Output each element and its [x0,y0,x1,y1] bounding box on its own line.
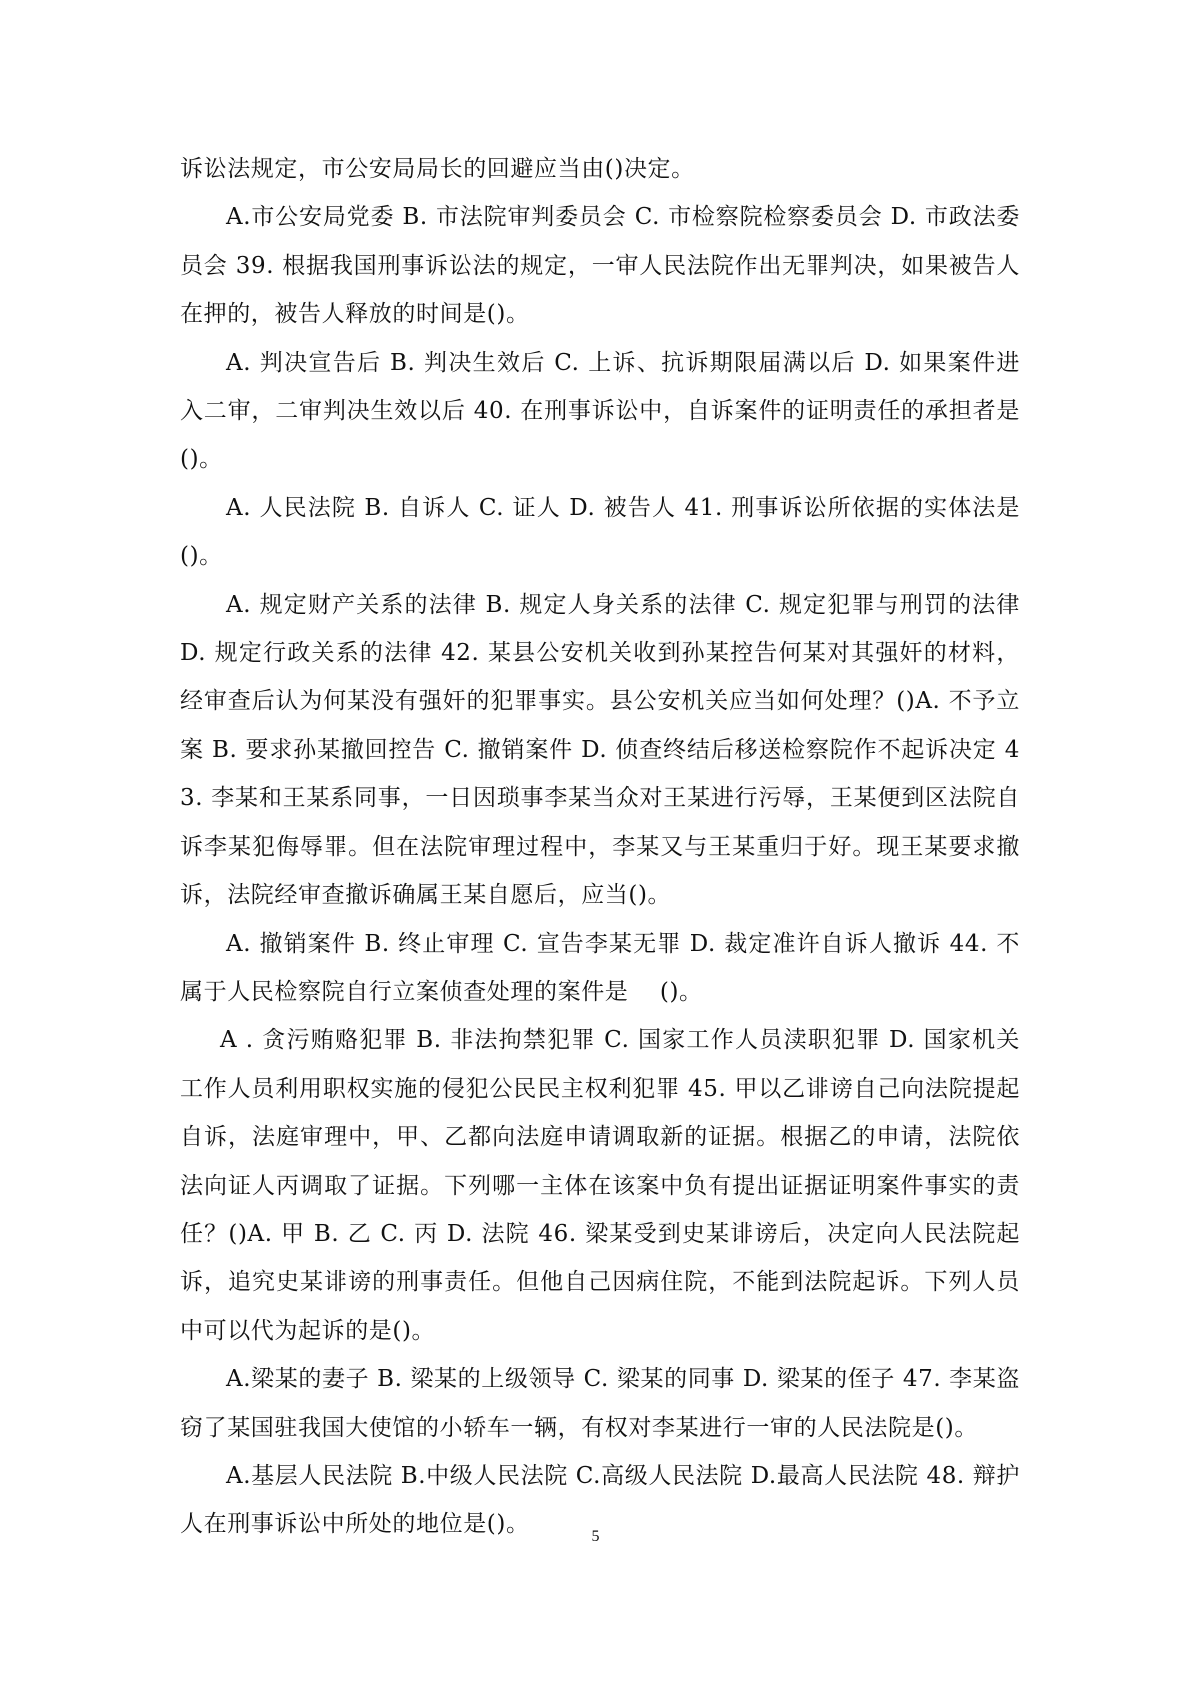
question-41-options: A. 规定财产关系的法律 B. 规定人身关系的法律 C. 规定犯罪与刑罚的法律 D. 规定行政关系的法律 42. 某县公安机关收到孙某控告何某对其强奸的材料，经审查后认为何某没有强奸的犯罪事实。县公安机关应当如何处理？()A. 不予立案 B. 要求孙某撤回控告 C. 撤销案件 D. 侦查终结后移送检察院作不起诉决定 43. 李某和王某系同事，一日因琐事李某当众对王某进行污辱，王某便到区法院自诉李某犯侮辱罪。但在法院审理过程中，李某又与王某重归于好。现王某要求撤诉，法院经审查撤诉确属王某自愿后，应当()。 [180,591,1020,909]
question-47-options: A.基层人民法院 B.中级人民法院 C.高级人民法院 D.最高人民法院 48. 辩护人在刑事诉讼中所处的地位是()。 [180,1462,1020,1538]
question-46-options: A.梁某的妻子 B. 梁某的上级领导 C. 梁某的同事 D. 梁某的侄子 47. 李某盗窃了某国驻我国大使馆的小轿车一辆，有权对李某进行一审的人民法院是()。 [180,1366,1020,1441]
paragraph-continuation: 诉讼法规定，市公安局局长的回避应当由()决定。 [180,156,695,182]
page-content [180,145,1020,1549]
question-39-options: A. 判决宣告后 B. 判决生效后 C. 上诉、抗诉期限届满以后 D. 如果案件进入二审，二审判决生效以后 40. 在刑事诉讼中，自诉案件的证明责任的承担者是()。 [180,349,1020,473]
page-number: 5 [591,1528,600,1545]
question-38-options: A.市公安局党委 B. 市法院审判委员会 C. 市检察院检察委员会 D. 市政法委员会 39. 根据我国刑事诉讼法的规定，一审人民法院作出无罪判决，如果被告人在押的，被告人释放的时间是()。 [180,204,1020,328]
question-40-options: A. 人民法院 B. 自诉人 C. 证人 D. 被告人 41. 刑事诉讼所依据的实体法是()。 [180,494,1020,570]
question-43-options: A. 撤销案件 B. 终止审理 C. 宣告李某无罪 D. 裁定准许自诉人撤诉 44. 不属于人民检察院自行立案侦查处理的案件是 ()。 [180,930,1020,1005]
question-44-options: A . 贪污贿赂犯罪 B. 非法拘禁犯罪 C. 国家工作人员渎职犯罪 D. 国家机关工作人员利用职权实施的侵犯公民民主权利犯罪 45. 甲以乙诽谤自己向法院提起自诉，法庭审理中，甲、乙都向法庭申请调取新的证据。根据乙的申请，法院依法向证人丙调取了证据。下列哪一主体在该案中负有提出证据证明案件事实的责任？()A. 甲 B. 乙 C. 丙 D. 法院 46. 梁某受到史某诽谤后，决定向人民法院起诉，追究史某诽谤的刑事责任。但他自己因病住院，不能到法院起诉。下列人员中可以代为起诉的是()。 [180,1027,1020,1344]
